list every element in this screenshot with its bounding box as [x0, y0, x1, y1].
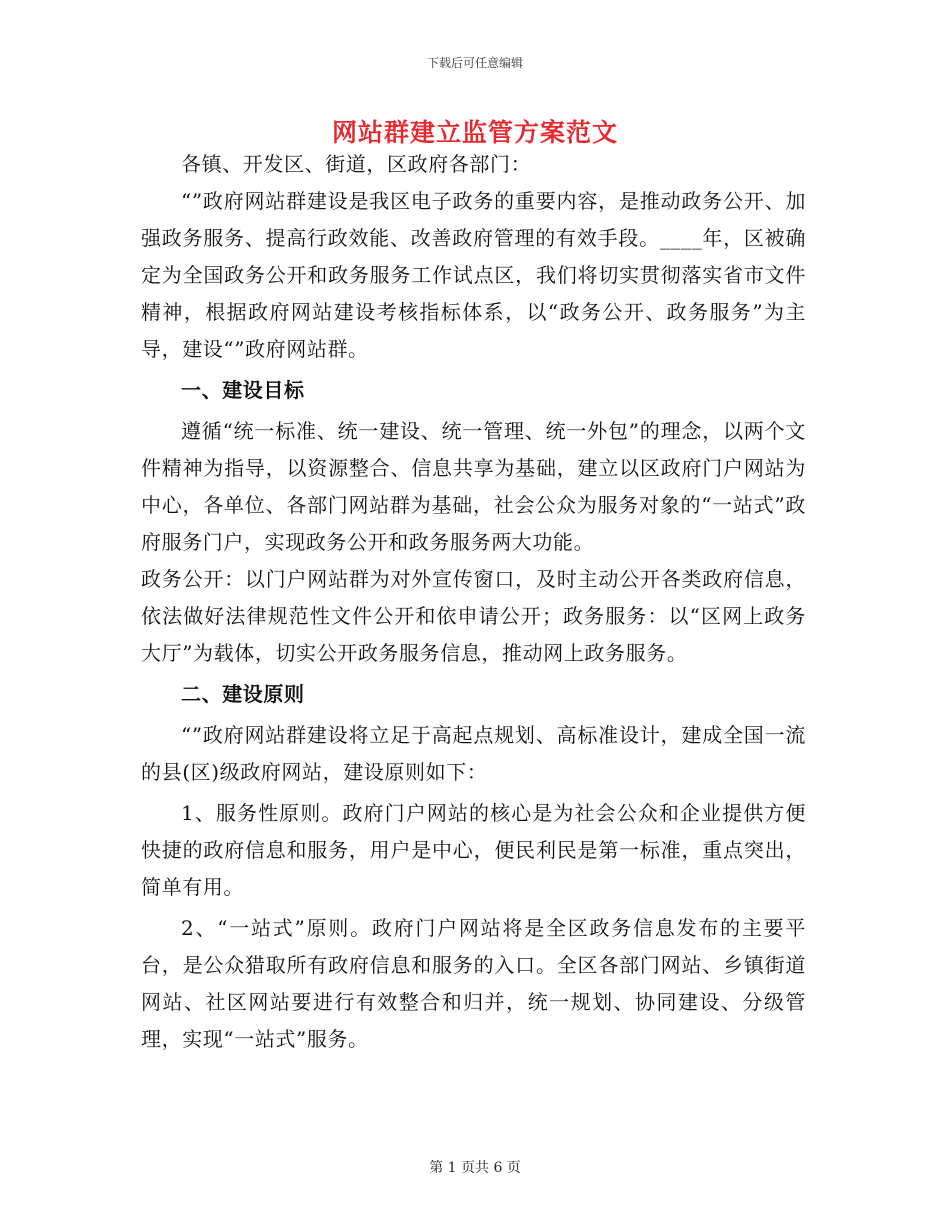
salutation: 各镇、开发区、街道，区政府各部门：: [181, 152, 532, 176]
document-body: [141, 146, 806, 1058]
section-heading-goals: 一、建设目标: [181, 378, 305, 402]
goals-paragraph: 遵循“统一标准、统一建设、统一管理、统一外包”的理念，以两个文件精神为指导，以资源整合、信息共享为基础，建立以区政府门户网站为中心，各单位、各部门网站群为基础，社会公众为服务对象的“一站式”政府服务门户，实现政务公开和政务服务两大功能。: [141, 419, 806, 554]
header-note: 下载后可任意编辑: [426, 56, 523, 70]
principle-1-paragraph: 1、服务性原则。政府门户网站的核心是为社会公众和企业提供方便快捷的政府信息和服务，用户是中心，便民利民是第一标准，重点突出，简单有用。: [141, 801, 806, 899]
document-title: 网站群建立监管方案范文: [331, 118, 618, 147]
principle-2-paragraph: 2、“一站式”原则。政府门户网站将是全区政务信息发布的主要平台，是公众猎取所有政府信息和服务的入口。全区各部门网站、乡镇街道网站、社区网站要进行有效整合和归并，统一规划、协同建设、分级管理，实现“一站式”服务。: [141, 916, 806, 1051]
page-number: 第 1 页共 6 页: [429, 1160, 521, 1176]
principles-intro-paragraph: “”政府网站群建设将立足于高起点规划、高标准设计，建成全国一流的县(区)级政府网站，建设原则如下：: [141, 723, 806, 784]
goals-detail-paragraph: 政务公开：以门户网站群为对外宣传窗口，及时主动公开各类政府信息，依法做好法律规范性文件公开和依申请公开；政务服务：以“区网上政务大厅”为载体，切实公开政务服务信息，推动网上政务服务。: [141, 567, 806, 665]
section-heading-principles: 二、建设原则: [181, 682, 305, 706]
intro-paragraph: “”政府网站群建设是我区电子政务的重要内容，是推动政务公开、加强政务服务、提高行政效能、改善政府管理的有效手段。____年，区被确定为全国政务公开和政务服务工作试点区，我们将切实贯彻落实省市文件精神，根据政府网站建设考核指标体系，以“政务公开、政务服务”为主导，建设“”政府网站群。: [141, 189, 806, 361]
